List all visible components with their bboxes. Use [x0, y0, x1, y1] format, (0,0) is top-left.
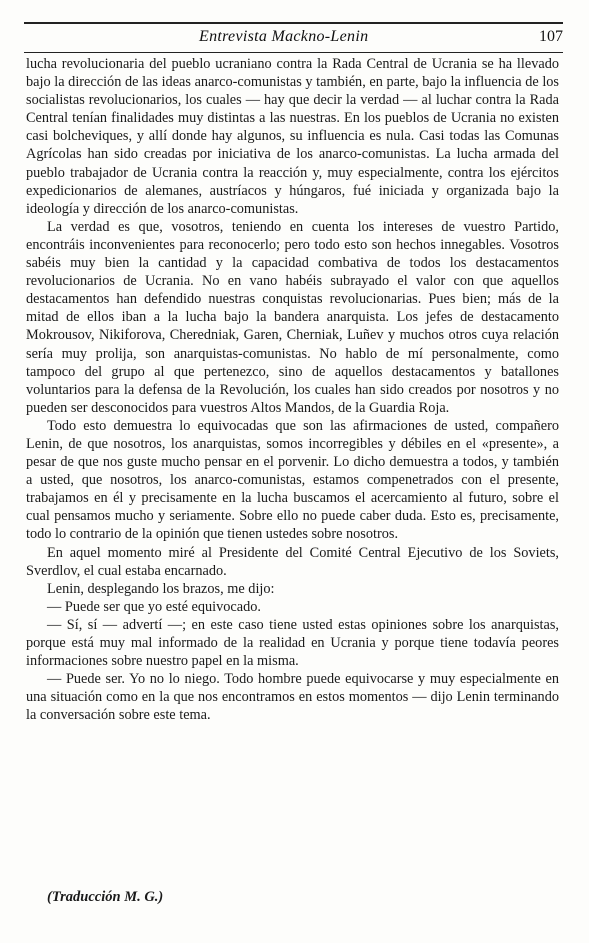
- running-title: Entrevista Mackno-Lenin: [199, 28, 369, 45]
- paragraph: Lenin, desplegando los brazos, me dijo:: [47, 580, 275, 597]
- dialogue-line: — Puede ser. Yo no lo niego. Todo hombre puede equivocarse y muy especialmente en una situación como en la que nos encontramos en estos momentos — dijo Lenin terminando la conversación sobre este tema.: [26, 671, 559, 724]
- paragraph-continuation: lucha revolucionaria del pueblo ucraniano contra la Rada Central de Ucrania se ha llevado bajo la dirección de las ideas anarco-comunistas y también, en parte, bajo la influencia de los socialistas revolucionarios, los cuales — hay que decir la verdad — al luchar contra la Rada Central tenían finalidades muy distintas a las nuestras. En los pueblos de Ucrania no existen casi bolcheviques, y allí donde hay algunos, su influencia es nula. Casi todas las Comunas Agrícolas han sido creadas por iniciativa de los anarco-comunistas. La lucha armada del pueblo trabajador de Ucrania contra la reacción y, muy especialmente, contra los ejércitos expedicionarios de alemanes, austríacos y húngaros, fué iniciada y organizada bajo la ideología y dirección de los anarco-comunistas.: [26, 56, 559, 217]
- paragraph: Todo esto demuestra lo equivocadas que son las afirmaciones de usted, compañero Lenin, de que nosotros, los anarquistas, somos incorregibles y débiles en el «presente», a pesar de que nos guste mucho pensar en el porvenir. Lo dicho demuestra a todos, y también a usted, que nosotros, los anarco-comunistas, estamos compenetrados con el presente, trabajamos en él y precisamente en la lucha buscamos el acercamiento al futuro, sobre el cual pensamos mucho y seriamente. Sobre ello no puede caber duda. Esto es, precisamente, todo lo contrario de la opinión que tienen ustedes sobre nosotros.: [26, 417, 559, 543]
- running-header: [24, 22, 563, 53]
- dialogue-line: — Sí, sí — advertí —; en este caso tiene usted estas opiniones sobre los anarquistas, porque está muy mal informado de la realidad en Ucrania y porque tiene todavía peores informaciones sobre nuestro papel en la misma.: [26, 616, 559, 670]
- translation-credit: (Traducción M. G.): [47, 889, 164, 905]
- page-number: 107: [539, 28, 563, 45]
- paragraph: La verdad es que, vosotros, teniendo en cuenta los intereses de vuestro Partido, encontráis inconvenientes para reconocerlo; pero todo esto son hechos innegables. Vosotros sabéis muy bien la cantidad y la capacidad combativa de todos los destacamentos revolucionarios de Ucrania. No en vano habéis subrayado el valor con que aquellos destacamentos han defendido nuestras conquistas revolucionarias. Pues bien; más de la mitad de ellos iban a la lucha bajo la bandera anarquista. Los jefes de destacamento Mokrousov, Nikiforova, Cheredniak, Garen, Cherniak, Luñev y muchos otros cuya relación sería muy prolija, son anarquistas-comunistas. No hablo de mí personalmente, como tampoco del grupo al que pertenezco, sino de aquellos destacamentos y batallones voluntarios para la defensa de la Revolución, los cuales han sido creados por nosotros y no pueden ser desconocidos para vuestros Altos Mandos, de la Guardia Roja.: [26, 218, 559, 416]
- body-text: [26, 55, 559, 724]
- dialogue-line: — Puede ser que yo esté equivocado.: [47, 598, 261, 615]
- paragraph: En aquel momento miré al Presidente del Comité Central Ejecutivo de los Soviets, Sverdlov, el cual estaba encarnado.: [26, 544, 559, 579]
